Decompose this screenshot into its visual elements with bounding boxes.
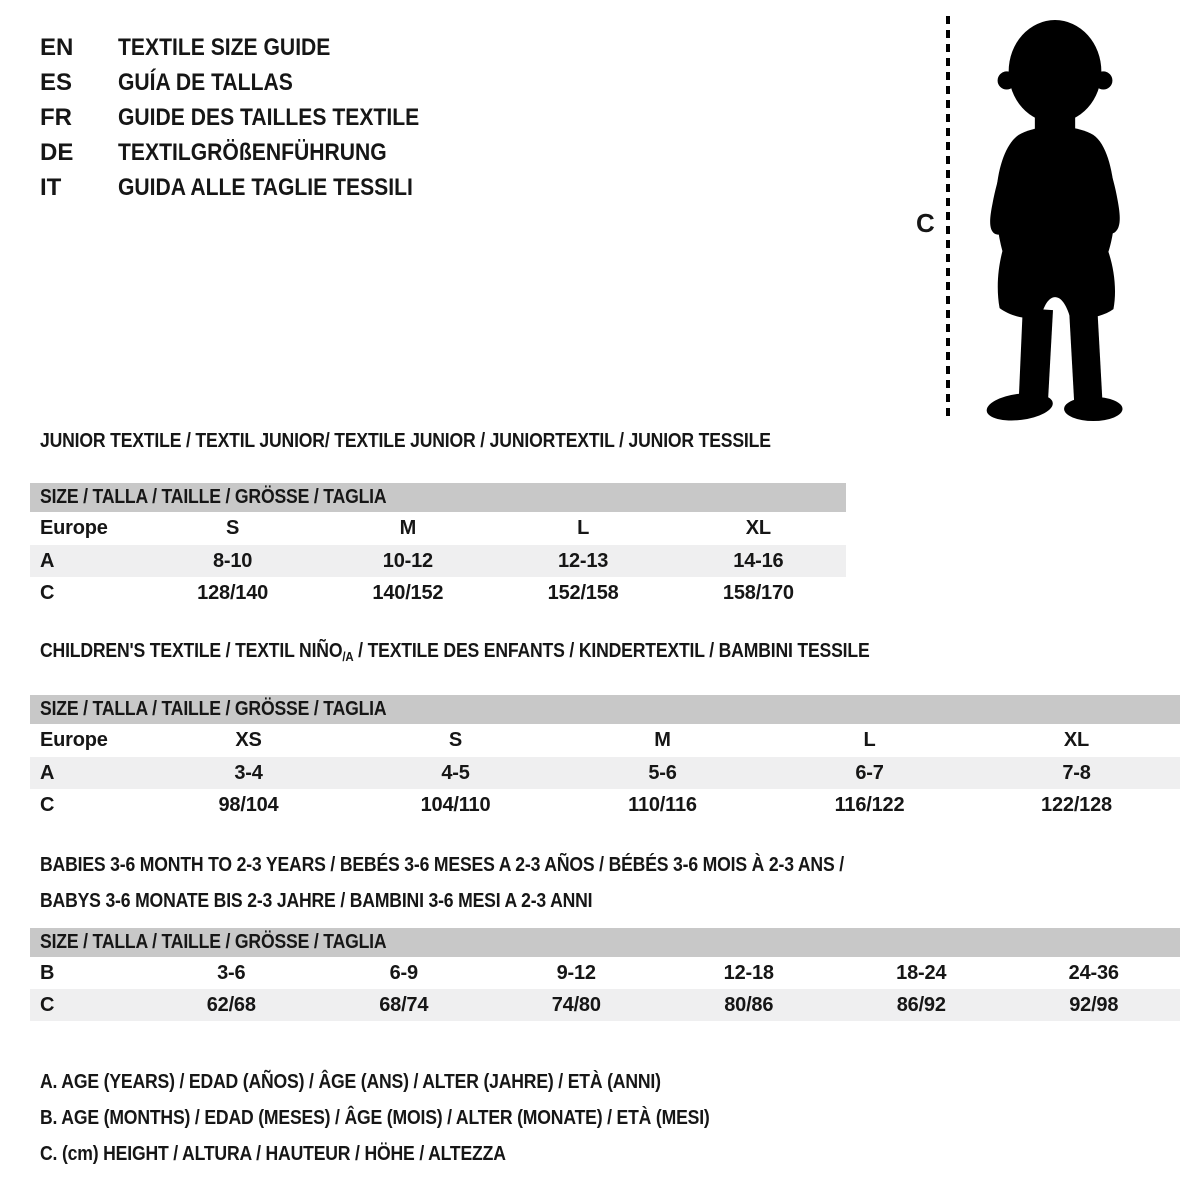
row-label-cell: C xyxy=(40,793,55,816)
table-cell: 98/104 xyxy=(218,793,279,816)
guide-title-de: TEXTILGRÖßENFÜHRUNG xyxy=(118,138,387,166)
column-header-cell: S xyxy=(448,729,463,751)
legend-line-b: B. AGE (MONTHS) / EDAD (MESES) / ÂGE (MOIS) / ALTER (MONATE) / ETÀ (MESI) xyxy=(40,1107,710,1129)
table-row xyxy=(30,789,1180,821)
table-cell: 14-16 xyxy=(733,549,784,572)
table-cell: 9-12 xyxy=(556,961,596,984)
table-cell: 68/74 xyxy=(379,993,429,1016)
guide-title-en: TEXTILE SIZE GUIDE xyxy=(118,33,331,61)
column-header-cell: XL xyxy=(745,517,771,539)
table-cell: 18-24 xyxy=(896,961,947,984)
babies-heading: BABIES 3-6 MONTH TO 2-3 YEARS / BEBÉS 3-6 MESES A 2-3 AÑOS / BÉBÉS 3-6 MOIS À 2-3 ANS / BABYS 3-6 MONATE BIS 2-3 JAHRE / BAMBINI 3-6 MESI A 2-3 ANNI xyxy=(40,854,844,912)
table-cell: 74/80 xyxy=(551,993,601,1016)
table-cell: 104/110 xyxy=(420,793,491,816)
column-header-cell: M xyxy=(654,729,671,751)
table-row xyxy=(30,724,1180,757)
column-header-cell: XL xyxy=(1063,729,1090,751)
table-cell: 62/68 xyxy=(206,993,256,1016)
legend-line-c: C. (cm) HEIGHT / ALTURA / HAUTEUR / HÖHE / ALTEZZA xyxy=(40,1143,506,1165)
lang-row-es xyxy=(40,65,460,100)
table-cell: 6-9 xyxy=(389,961,418,984)
row-label-cell: A xyxy=(40,761,55,784)
size-header-label: SIZE / TALLA / TAILLE / GRÖSSE / TAGLIA xyxy=(40,486,387,508)
table-row xyxy=(30,545,846,577)
children-section xyxy=(30,640,1180,821)
guide-title-es: GUÍA DE TALLAS xyxy=(118,68,293,96)
table-cell: 152/158 xyxy=(547,581,619,604)
guide-title-it: GUIDA ALLE TAGLIE TESSILI xyxy=(118,173,413,201)
table-cell: 3-6 xyxy=(217,961,246,984)
babies-section xyxy=(30,847,1180,1021)
guide-title-fr: GUIDE DES TAILLES TEXTILE xyxy=(118,103,420,131)
column-header-cell: L xyxy=(863,729,876,751)
table-row xyxy=(30,577,846,609)
table-cell: 110/116 xyxy=(628,793,697,816)
language-title-block xyxy=(40,30,460,205)
size-header-label: SIZE / TALLA / TAILLE / GRÖSSE / TAGLIA xyxy=(40,931,387,953)
column-header-cell: M xyxy=(399,517,417,539)
lang-row-fr xyxy=(40,100,460,135)
table-cell: 140/152 xyxy=(372,581,444,604)
lang-row-de xyxy=(40,135,460,170)
lang-code: IT xyxy=(40,173,62,201)
toddler-silhouette-icon xyxy=(964,14,1144,422)
legend-line-a: A. AGE (YEARS) / EDAD (AÑOS) / ÂGE (ANS) / ALTER (JAHRE) / ETÀ (ANNI) xyxy=(40,1071,661,1093)
lang-row-en xyxy=(40,30,460,65)
column-header-cell: XS xyxy=(235,729,262,751)
table-row xyxy=(30,957,1180,989)
junior-section xyxy=(30,430,846,609)
row-label-cell: B xyxy=(40,961,55,984)
table-cell: 6-7 xyxy=(855,761,884,784)
junior-size-table xyxy=(30,483,846,609)
column-header-cell: S xyxy=(226,517,240,539)
table-cell: 5-6 xyxy=(648,761,677,784)
lang-code: EN xyxy=(40,33,74,61)
children-heading: CHILDREN'S TEXTILE / TEXTIL $NIÑO_{/A}$ / TEXTILE DES ENFANTS / KINDERTEXTIL / BAMBINI TESSILE xyxy=(40,640,870,664)
table-cell: 92/98 xyxy=(1069,993,1119,1016)
table-cell: 7-8 xyxy=(1062,761,1091,784)
height-measure-line xyxy=(946,16,950,416)
size-header-label: SIZE / TALLA / TAILLE / GRÖSSE / TAGLIA xyxy=(40,698,387,720)
row-label-cell: C xyxy=(40,581,55,604)
region-label-cell: Europe xyxy=(40,729,108,751)
table-row xyxy=(30,989,1180,1021)
row-label-cell: C xyxy=(40,993,55,1016)
size-header-bar xyxy=(30,695,1180,724)
table-cell: 8-10 xyxy=(213,549,253,572)
measure-legend xyxy=(40,1064,801,1172)
table-cell: 122/128 xyxy=(1041,793,1112,816)
table-cell: 10-12 xyxy=(382,549,433,572)
table-cell: 12-18 xyxy=(723,961,774,984)
table-row xyxy=(30,512,846,545)
column-header-cell: L xyxy=(577,517,590,539)
junior-heading: JUNIOR TEXTILE / TEXTIL JUNIOR/ TEXTILE JUNIOR / JUNIORTEXTIL / JUNIOR TESSILE xyxy=(40,430,771,452)
size-header-bar xyxy=(30,928,1180,957)
table-cell: 4-5 xyxy=(441,761,470,784)
size-header-bar xyxy=(30,483,846,512)
table-cell: 116/122 xyxy=(834,793,905,816)
lang-code: FR xyxy=(40,103,72,131)
children-size-table xyxy=(30,695,1180,821)
region-label-cell: Europe xyxy=(40,517,108,539)
table-cell: 80/86 xyxy=(724,993,774,1016)
table-cell: 12-13 xyxy=(558,549,609,572)
babies-size-table xyxy=(30,928,1180,1021)
table-cell: 3-4 xyxy=(234,761,263,784)
lang-code: DE xyxy=(40,138,74,166)
row-label-cell: A xyxy=(40,549,55,572)
nino-a-subscript: /A xyxy=(342,649,354,664)
table-row xyxy=(30,757,1180,789)
lang-row-it xyxy=(40,170,460,205)
table-cell: 24-36 xyxy=(1068,961,1119,984)
lang-code: ES xyxy=(40,68,73,96)
table-cell: 86/92 xyxy=(896,993,946,1016)
height-measure-figure xyxy=(880,0,1180,435)
table-cell: 158/170 xyxy=(722,581,794,604)
height-measure-label: C xyxy=(916,208,935,238)
table-cell: 128/140 xyxy=(197,581,269,604)
